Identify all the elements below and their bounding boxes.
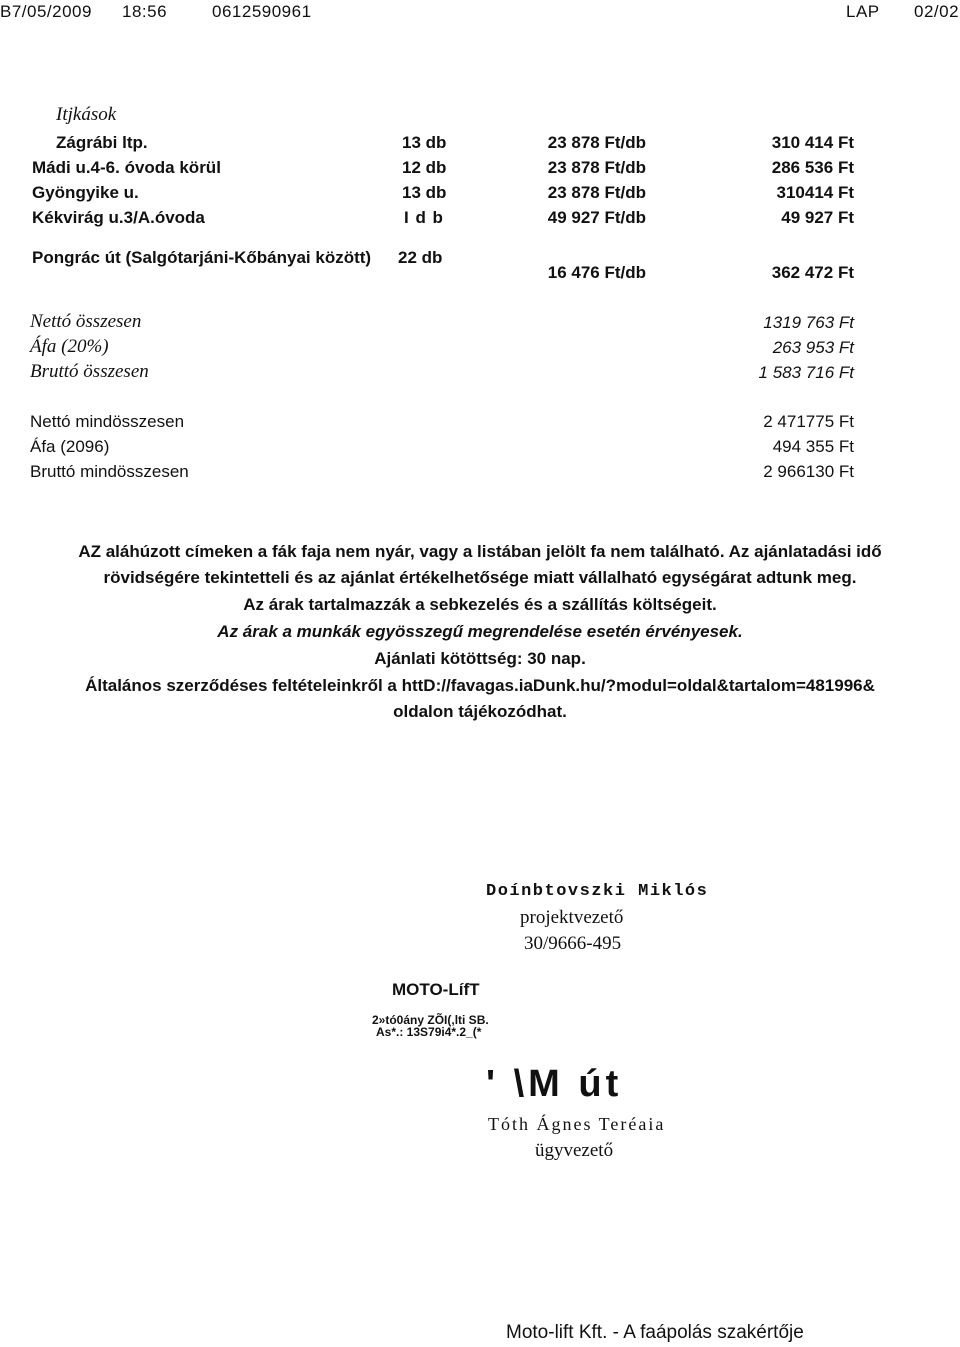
item-unit-price: 23 878 Ft/db xyxy=(547,133,646,152)
footer-company: Moto-lift Kft. - A faápolás szakértője xyxy=(506,1322,804,1343)
item-total: 310 414 Ft xyxy=(771,133,854,152)
section-title: Itjkások xyxy=(56,104,117,125)
item-unit-price: 23 878 Ft/db xyxy=(547,158,646,177)
stamp-line: 2»tó0ány ZÕI(,lti SB. xyxy=(372,1013,489,1027)
item-total: 49 927 Ft xyxy=(781,208,854,227)
note-line: Az árak tartalmazzák a sebkezelés és a szállítás költségeit. xyxy=(243,595,717,614)
item-unit-price: 23 878 Ft/db xyxy=(547,183,646,202)
grand-total-value: 2 471775 Ft xyxy=(763,412,854,431)
item-qty: 22 db xyxy=(398,248,443,267)
fax-date: B7/05/2009 xyxy=(0,2,92,21)
item-name: Zágrábi ltp. xyxy=(56,133,148,152)
subtotal-label: Nettó összesen xyxy=(30,311,142,332)
signatory-role: projektvezető xyxy=(520,907,624,928)
note-line: AZ aláhúzott címeken a fák faja nem nyár, vagy a listában jelölt fa nem található. Az ajánlatadási idő xyxy=(78,542,882,561)
fax-lap: LAP xyxy=(846,2,880,21)
item-qty: 12 db xyxy=(402,158,447,177)
item-unit-price: 16 476 Ft/db xyxy=(547,263,646,282)
item-total: 362 472 Ft xyxy=(771,263,854,282)
subtotal-label: Áfa (20%) xyxy=(30,336,109,357)
item-unit-price: 49 927 Ft/db xyxy=(547,208,646,227)
item-total: 310414 Ft xyxy=(776,183,854,202)
item-qty: 13 db xyxy=(402,183,447,202)
item-total: 286 536 Ft xyxy=(771,158,854,177)
grand-total-value: 2 966130 Ft xyxy=(763,462,854,481)
signatory-name: Tóth Ágnes Teréaia xyxy=(488,1114,666,1134)
item-name: Mádi u.4-6. óvoda körül xyxy=(32,158,221,177)
subtotal-value: 263 953 Ft xyxy=(772,338,854,357)
signature: ' \M út xyxy=(486,1063,623,1105)
stamp-line: As*.: 13S79i4*.2_(* xyxy=(376,1025,482,1039)
item-qty: I d b xyxy=(404,208,444,227)
fax-time: 18:56 xyxy=(122,2,168,21)
fax-page: 02/02 xyxy=(914,2,960,21)
subtotal-value: 1 583 716 Ft xyxy=(758,363,854,382)
note-line: rövidségére tekintetteli és az ajánlat értékelhetősége miatt vállalható egységárat adtunk meg. xyxy=(103,568,857,587)
signatory-phone: 30/9666-495 xyxy=(524,933,622,954)
grand-total-label: Bruttó mindösszesen xyxy=(30,462,189,481)
item-qty: 13 db xyxy=(402,133,447,152)
note-line: Általános szerződéses feltételeinkről a httD://favagas.iaDunk.hu/?modul=oldal&tartalom=481996& xyxy=(85,676,875,695)
item-name: Kékvirág u.3/A.óvoda xyxy=(32,208,205,227)
grand-total-label: Áfa (2096) xyxy=(30,437,110,456)
note-line: oldalon tájékozódhat. xyxy=(393,702,567,721)
note-line: Ajánlati kötöttség: 30 nap. xyxy=(374,649,586,668)
grand-total-value: 494 355 Ft xyxy=(772,437,854,456)
subtotal-value: 1319 763 Ft xyxy=(763,313,854,332)
item-name: Pongrác út (Salgótarjáni-Kőbányai között) xyxy=(32,248,372,267)
signatory-role: ügyvezető xyxy=(535,1140,614,1161)
grand-total-label: Nettó mindösszesen xyxy=(30,412,185,431)
signatory-name: Doínbtovszki Miklós xyxy=(486,882,709,901)
note-line: Az árak a munkák egyösszegű megrendelése esetén érvényesek. xyxy=(217,622,743,641)
subtotal-label: Bruttó összesen xyxy=(30,361,149,382)
item-name: Gyöngyike u. xyxy=(32,183,139,202)
stamp-company: MOTO-LífT xyxy=(392,980,480,999)
fax-phone: 0612590961 xyxy=(212,2,312,21)
